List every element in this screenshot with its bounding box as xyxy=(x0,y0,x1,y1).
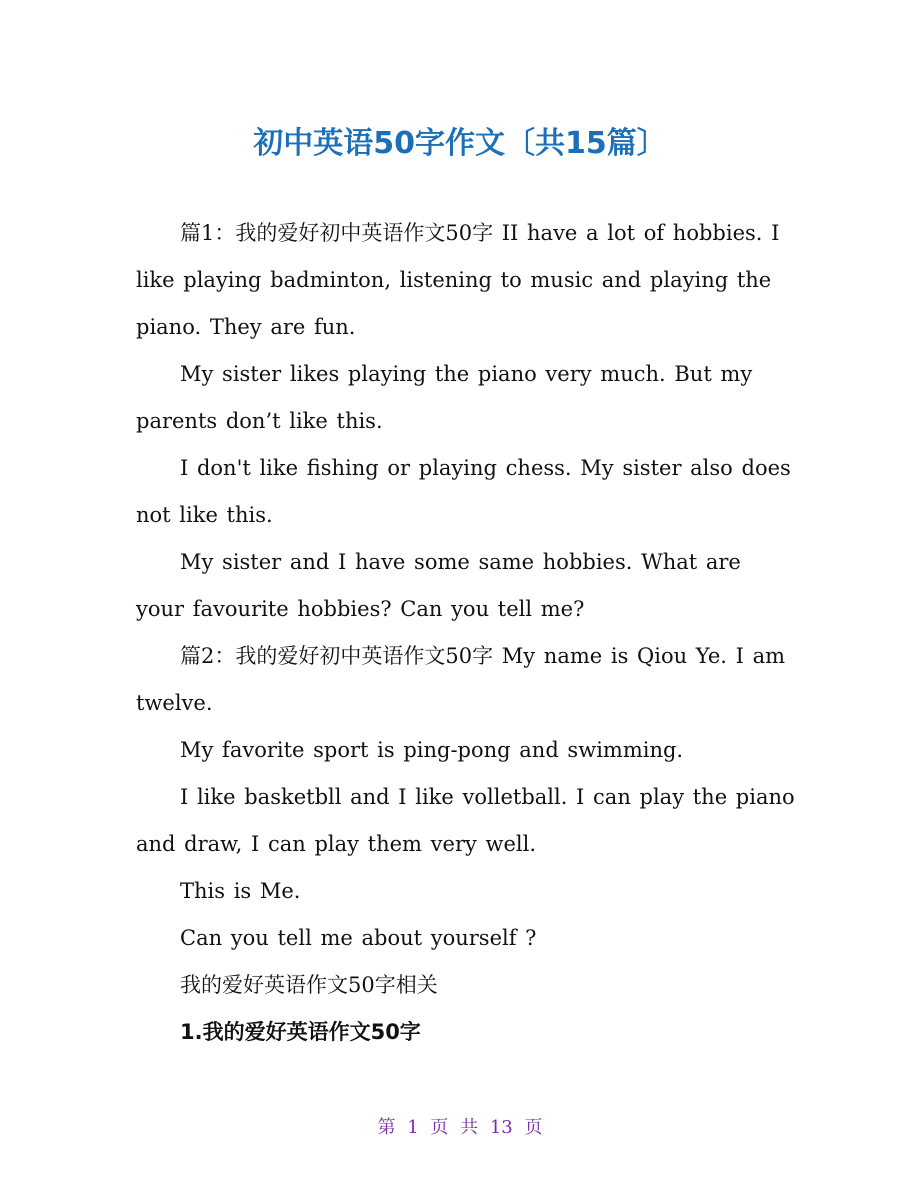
paragraph-3: I don't like fishing or playing chess. My sister also does not like this. xyxy=(136,456,791,527)
document-title: 初中英语50字作文〔共15篇〕 xyxy=(253,126,667,161)
paragraph-10: 我的爱好英语作文50字相关 xyxy=(180,973,438,997)
document-body xyxy=(136,210,796,1056)
section-heading: 1.我的爱好英语作文50字 xyxy=(180,1020,421,1044)
paragraph-9: Can you tell me about yourself ? xyxy=(180,926,537,950)
paragraph-6: My favorite sport is ping-pong and swimming. xyxy=(180,738,684,762)
paragraph-5: 篇2：我的爱好初中英语作文50字 My name is Qiou Ye. I am twelve. xyxy=(136,644,786,715)
page-number-footer: 第 1 页 共 13 页 xyxy=(377,1117,543,1138)
paragraph-2: My sister likes playing the piano very much. But my parents don’t like this. xyxy=(136,362,753,433)
paragraph-7: I like basketbll and I like volletball. I can play the piano and draw, I can play them very well. xyxy=(136,785,795,856)
paragraph-4: My sister and I have some same hobbies. What are your favourite hobbies? Can you tell me? xyxy=(136,550,741,621)
paragraph-1: 篇1：我的爱好初中英语作文50字 II have a lot of hobbies. I like playing badminton, listening to music and playing the piano. They are fun. xyxy=(136,221,780,339)
paragraph-8: This is Me. xyxy=(180,879,301,903)
